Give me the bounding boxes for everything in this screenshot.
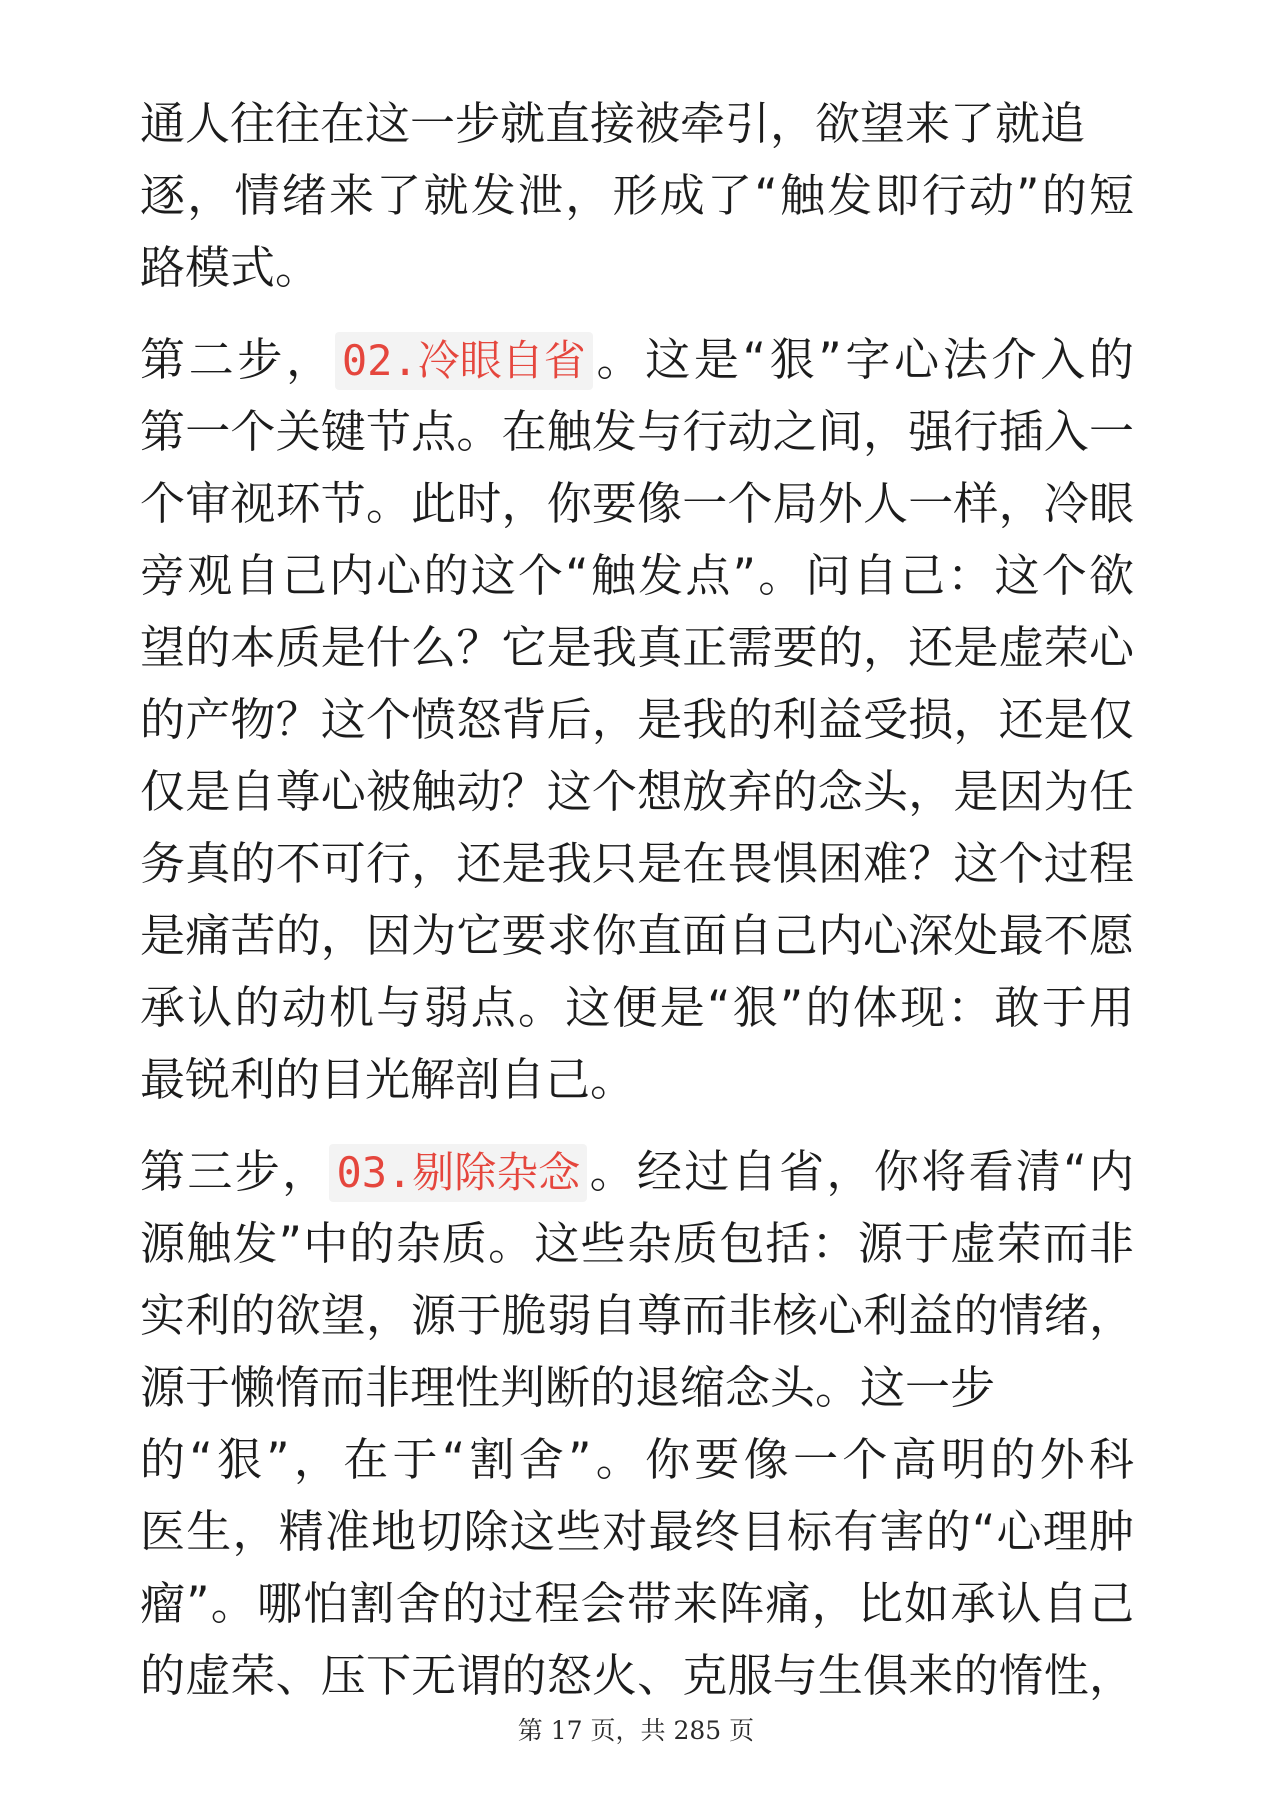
paragraph-continuation — [140, 88, 1134, 304]
page-middle: 页，共 — [590, 1716, 666, 1745]
text-line: 仅是自尊心被触动？这个想放弃的念头，是因为任 — [140, 765, 1134, 818]
paragraph-step-two — [140, 324, 1134, 1116]
text-line: 务真的不可行，还是我只是在畏惧困难？这个过程 — [140, 837, 1134, 890]
text-line: 的产物？这个愤怒背后，是我的利益受损，还是仅 — [140, 693, 1134, 746]
keyword-highlight: 03.剔除杂念 — [329, 1144, 587, 1202]
text-line: 实利的欲望，源于脆弱自尊而非核心利益的情绪， — [140, 1289, 1134, 1342]
page-indicator — [518, 1716, 754, 1745]
text-line: 个审视环节。此时，你要像一个局外人一样，冷眼 — [140, 477, 1134, 530]
step-lead-text: 。经过自省，你将看清“内 — [587, 1145, 1134, 1198]
current-page-number: 17 — [550, 1716, 583, 1745]
step-lead-text: 。这是“狠”字心法介入的 — [592, 333, 1134, 386]
text-line: 的“狠”，在于“割舍”。你要像一个高明的外科 — [140, 1433, 1134, 1486]
text-line: 医生，精准地切除这些对最终目标有害的“心理肿 — [140, 1505, 1134, 1558]
step-label: 第二步， — [140, 333, 335, 386]
keyword-highlight: 02.冷眼自省 — [335, 332, 593, 390]
text-line: 第一个关键节点。在触发与行动之间，强行插入一 — [140, 405, 1134, 458]
total-pages-number: 285 — [673, 1716, 722, 1745]
page-suffix: 页 — [729, 1716, 755, 1745]
page-prefix: 第 — [517, 1716, 543, 1745]
text-line: 逐，情绪来了就发泄，形成了“触发即行动”的短 — [140, 169, 1134, 222]
step-lead-line — [140, 324, 1134, 396]
text-line: 望的本质是什么？它是我真正需要的，还是虚荣心 — [140, 621, 1134, 674]
text-line: 源于懒惰而非理性判断的退缩念头。这一步 — [140, 1361, 996, 1414]
text-line: 旁观自己内心的这个“触发点”。问自己：这个欲 — [140, 549, 1134, 602]
document-body — [140, 88, 1134, 1732]
text-line: 源触发”中的杂质。这些杂质包括：源于虚荣而非 — [140, 1217, 1134, 1270]
text-line: 的虚荣、压下无谓的怒火、克服与生俱来的惰性， — [140, 1649, 1134, 1702]
page-footer — [0, 1714, 1272, 1748]
text-line: 通人往往在这一步就直接被牵引，欲望来了就追 — [140, 97, 1086, 150]
text-line: 承认的动机与弱点。这便是“狠”的体现：敢于用 — [140, 981, 1134, 1034]
text-line: 瘤”。哪怕割舍的过程会带来阵痛，比如承认自己 — [140, 1577, 1134, 1630]
step-lead-line — [140, 1136, 1134, 1208]
step-label: 第三步， — [140, 1145, 330, 1198]
text-line: 是痛苦的，因为它要求你直面自己内心深处最不愿 — [140, 909, 1134, 962]
paragraph-step-three — [140, 1136, 1134, 1712]
text-line: 最锐利的目光解剖自己。 — [140, 1053, 636, 1106]
text-line: 路模式。 — [140, 241, 321, 294]
